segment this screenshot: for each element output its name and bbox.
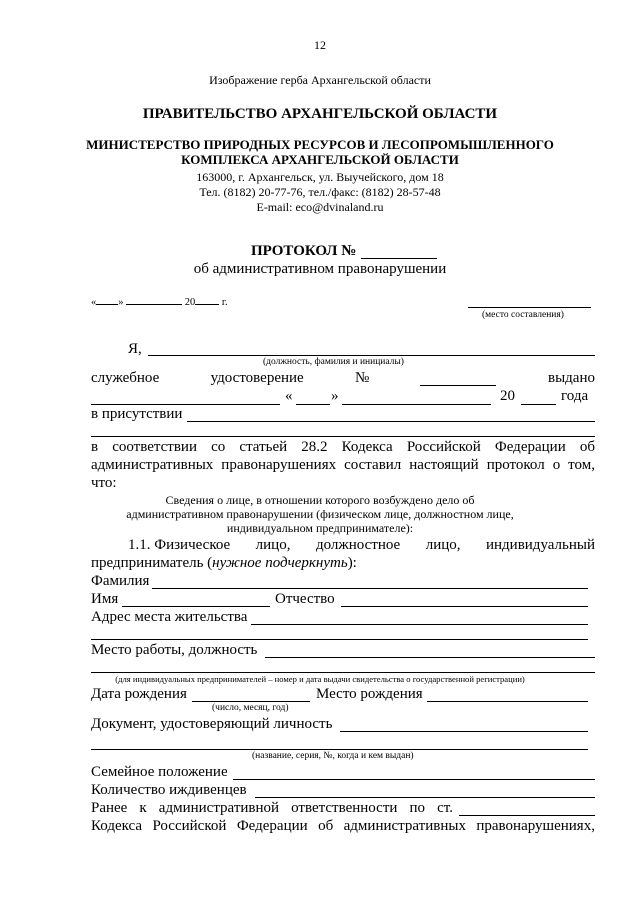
- underline-note: нужное подчеркнуть: [212, 555, 348, 571]
- entrepreneur-text: предприниматель (: [91, 555, 213, 571]
- date-line: [91, 297, 228, 308]
- section-heading-3: индивидуальном предпринимателе):: [226, 521, 414, 535]
- prior-word: Ранее: [91, 800, 128, 816]
- prior-word: по: [409, 800, 426, 816]
- page-number: 12: [314, 38, 326, 52]
- birth-date-caption: (число, месяц, год): [212, 703, 289, 713]
- para-word: 28.2: [301, 439, 328, 455]
- para-word: соответствии: [112, 439, 197, 455]
- para-word: настоящий: [409, 457, 479, 473]
- para-word: Федерации: [494, 439, 566, 455]
- position-line: [148, 355, 595, 356]
- ministry-address: 163000, г. Архангельск, ул. Выучейского, дом 18: [196, 170, 444, 184]
- last-word: Кодекса: [91, 818, 143, 834]
- ministry-phones: Тел. (8182) 20-77-76, тел./факс: (8182) 28-57-48: [199, 185, 441, 199]
- place-line: [468, 307, 591, 308]
- cert-word-3: №: [355, 370, 370, 386]
- protocol-title: ПРОТОКОЛ №: [251, 243, 357, 259]
- item-word: должностное: [315, 537, 401, 553]
- address-label: Адрес места жительства: [91, 609, 248, 625]
- cert-word-4: выдано: [548, 370, 595, 386]
- workplace-label: Место работы, должность: [91, 642, 258, 658]
- surname-label: Фамилия: [91, 573, 150, 589]
- id-document-line: [340, 731, 588, 732]
- section-heading-2: административном правонарушении (физическом лице, должностном лице,: [126, 507, 514, 521]
- birth-date-label: Дата рождения: [91, 686, 187, 702]
- ministry-line-1: МИНИСТЕРСТВО ПРИРОДНЫХ РЕСУРСОВ И ЛЕСОПРОМЫШЛЕННОГО: [86, 137, 554, 152]
- ministry-line-2: КОМПЛЕКСА АРХАНГЕЛЬСКОЙ ОБЛАСТИ: [181, 152, 459, 167]
- last-line: [91, 818, 595, 835]
- birth-place-line: [427, 701, 588, 702]
- presence-line: [187, 421, 595, 422]
- date-close-quote: »: [118, 297, 124, 308]
- dependents-label: Количество иждивенцев: [91, 782, 247, 798]
- paragraph-line-3: что:: [91, 475, 117, 491]
- ip-caption: (для индивидуальных предпринимателей – номер и дата выдачи свидетельства о государственной регистрации): [115, 674, 525, 684]
- para-word: Кодекса: [341, 439, 393, 455]
- last-word: административных: [343, 818, 466, 834]
- last-word: об: [318, 818, 334, 834]
- paragraph-line-2: [91, 457, 595, 474]
- government-title: ПРАВИТЕЛЬСТВО АРХАНГЕЛЬСКОЙ ОБЛАСТИ: [142, 106, 498, 122]
- prior-word: административной: [158, 800, 280, 816]
- certificate-row: [91, 370, 595, 387]
- date-year-suffix: г.: [221, 297, 228, 308]
- ministry-email: E-mail: eco@dvinaland.ru: [256, 200, 384, 214]
- para-word: правонарушениях: [221, 457, 337, 473]
- entrepreneur-line: [91, 555, 357, 572]
- prior-word: к: [139, 800, 147, 816]
- birth-date-line: [192, 701, 310, 702]
- patronymic-line: [341, 606, 588, 607]
- para-word: Российской: [406, 439, 481, 455]
- name-line: [122, 606, 270, 607]
- item-word: 1.1. Физическое: [128, 537, 231, 553]
- issue-year-prefix: 20: [500, 388, 515, 404]
- issue-quote-close: »: [331, 388, 339, 404]
- para-word: составил: [344, 457, 402, 473]
- last-word: правонарушениях,: [476, 818, 595, 834]
- last-word: Российской: [152, 818, 227, 834]
- birth-place-label: Место рождения: [316, 686, 423, 702]
- issue-month-line: [342, 404, 491, 405]
- prior-word: ответственности: [291, 800, 398, 816]
- cert-number-line: [420, 385, 496, 386]
- para-word: об: [579, 439, 595, 455]
- prior-word: ст.: [437, 800, 453, 816]
- protocol-number-line: [361, 258, 437, 259]
- marital-label: Семейное положение: [91, 764, 228, 780]
- para-word: том,: [568, 457, 595, 473]
- last-word: Федерации: [236, 818, 308, 834]
- dependents-line: [255, 797, 595, 798]
- presence-line-2: [91, 436, 595, 437]
- item-word: лицо,: [255, 537, 291, 553]
- id-caption: (название, серия, №, когда и кем выдан): [252, 751, 414, 761]
- marital-line: [233, 779, 595, 780]
- ya-label: Я,: [128, 341, 142, 357]
- cert-word-1: служебное: [91, 370, 160, 386]
- para-word: со: [211, 439, 226, 455]
- workplace-line-2: [91, 672, 595, 673]
- id-document-label: Документ, удостоверяющий личность: [91, 716, 333, 732]
- prior-row: [91, 800, 453, 817]
- section-heading-1: Сведения о лице, в отношении которого возбуждено дело об: [165, 493, 475, 507]
- date-year-prefix: 20: [184, 297, 196, 308]
- para-word: в: [91, 439, 99, 455]
- patronymic-label: Отчество: [275, 591, 335, 607]
- address-line: [251, 624, 588, 625]
- issuer-line: [91, 404, 280, 405]
- issue-goda: года: [561, 388, 589, 404]
- para-word: о: [552, 457, 561, 473]
- name-label: Имя: [91, 591, 119, 607]
- id-document-line-2: [91, 749, 588, 750]
- date-open-quote: «: [91, 297, 97, 308]
- position-caption: (должность, фамилия и инициалы): [263, 357, 404, 367]
- coat-of-arms-note: Изображение герба Архангельской области: [209, 73, 431, 87]
- issue-year-line: [521, 404, 556, 405]
- para-word: статьей: [239, 439, 288, 455]
- entrepreneur-close: ):: [347, 555, 357, 571]
- issue-quote-open: «: [285, 388, 293, 404]
- place-caption: (место составления): [482, 310, 564, 320]
- item-word: лицо,: [425, 537, 461, 553]
- protocol-subtitle: об административном правонарушении: [193, 261, 447, 277]
- address-line-2: [91, 639, 588, 640]
- issue-day-line: [296, 404, 330, 405]
- paragraph-line-1: [91, 439, 595, 456]
- workplace-line: [265, 657, 595, 658]
- item-word: индивидуальный: [485, 537, 595, 553]
- item-1-1-row: [128, 537, 595, 554]
- para-word: протокол: [486, 457, 545, 473]
- prior-article-line: [459, 815, 595, 816]
- cert-word-2: удостоверение: [210, 370, 304, 386]
- presence-label: в присутствии: [91, 406, 183, 422]
- surname-line: [152, 588, 588, 589]
- para-word: административных: [91, 457, 214, 473]
